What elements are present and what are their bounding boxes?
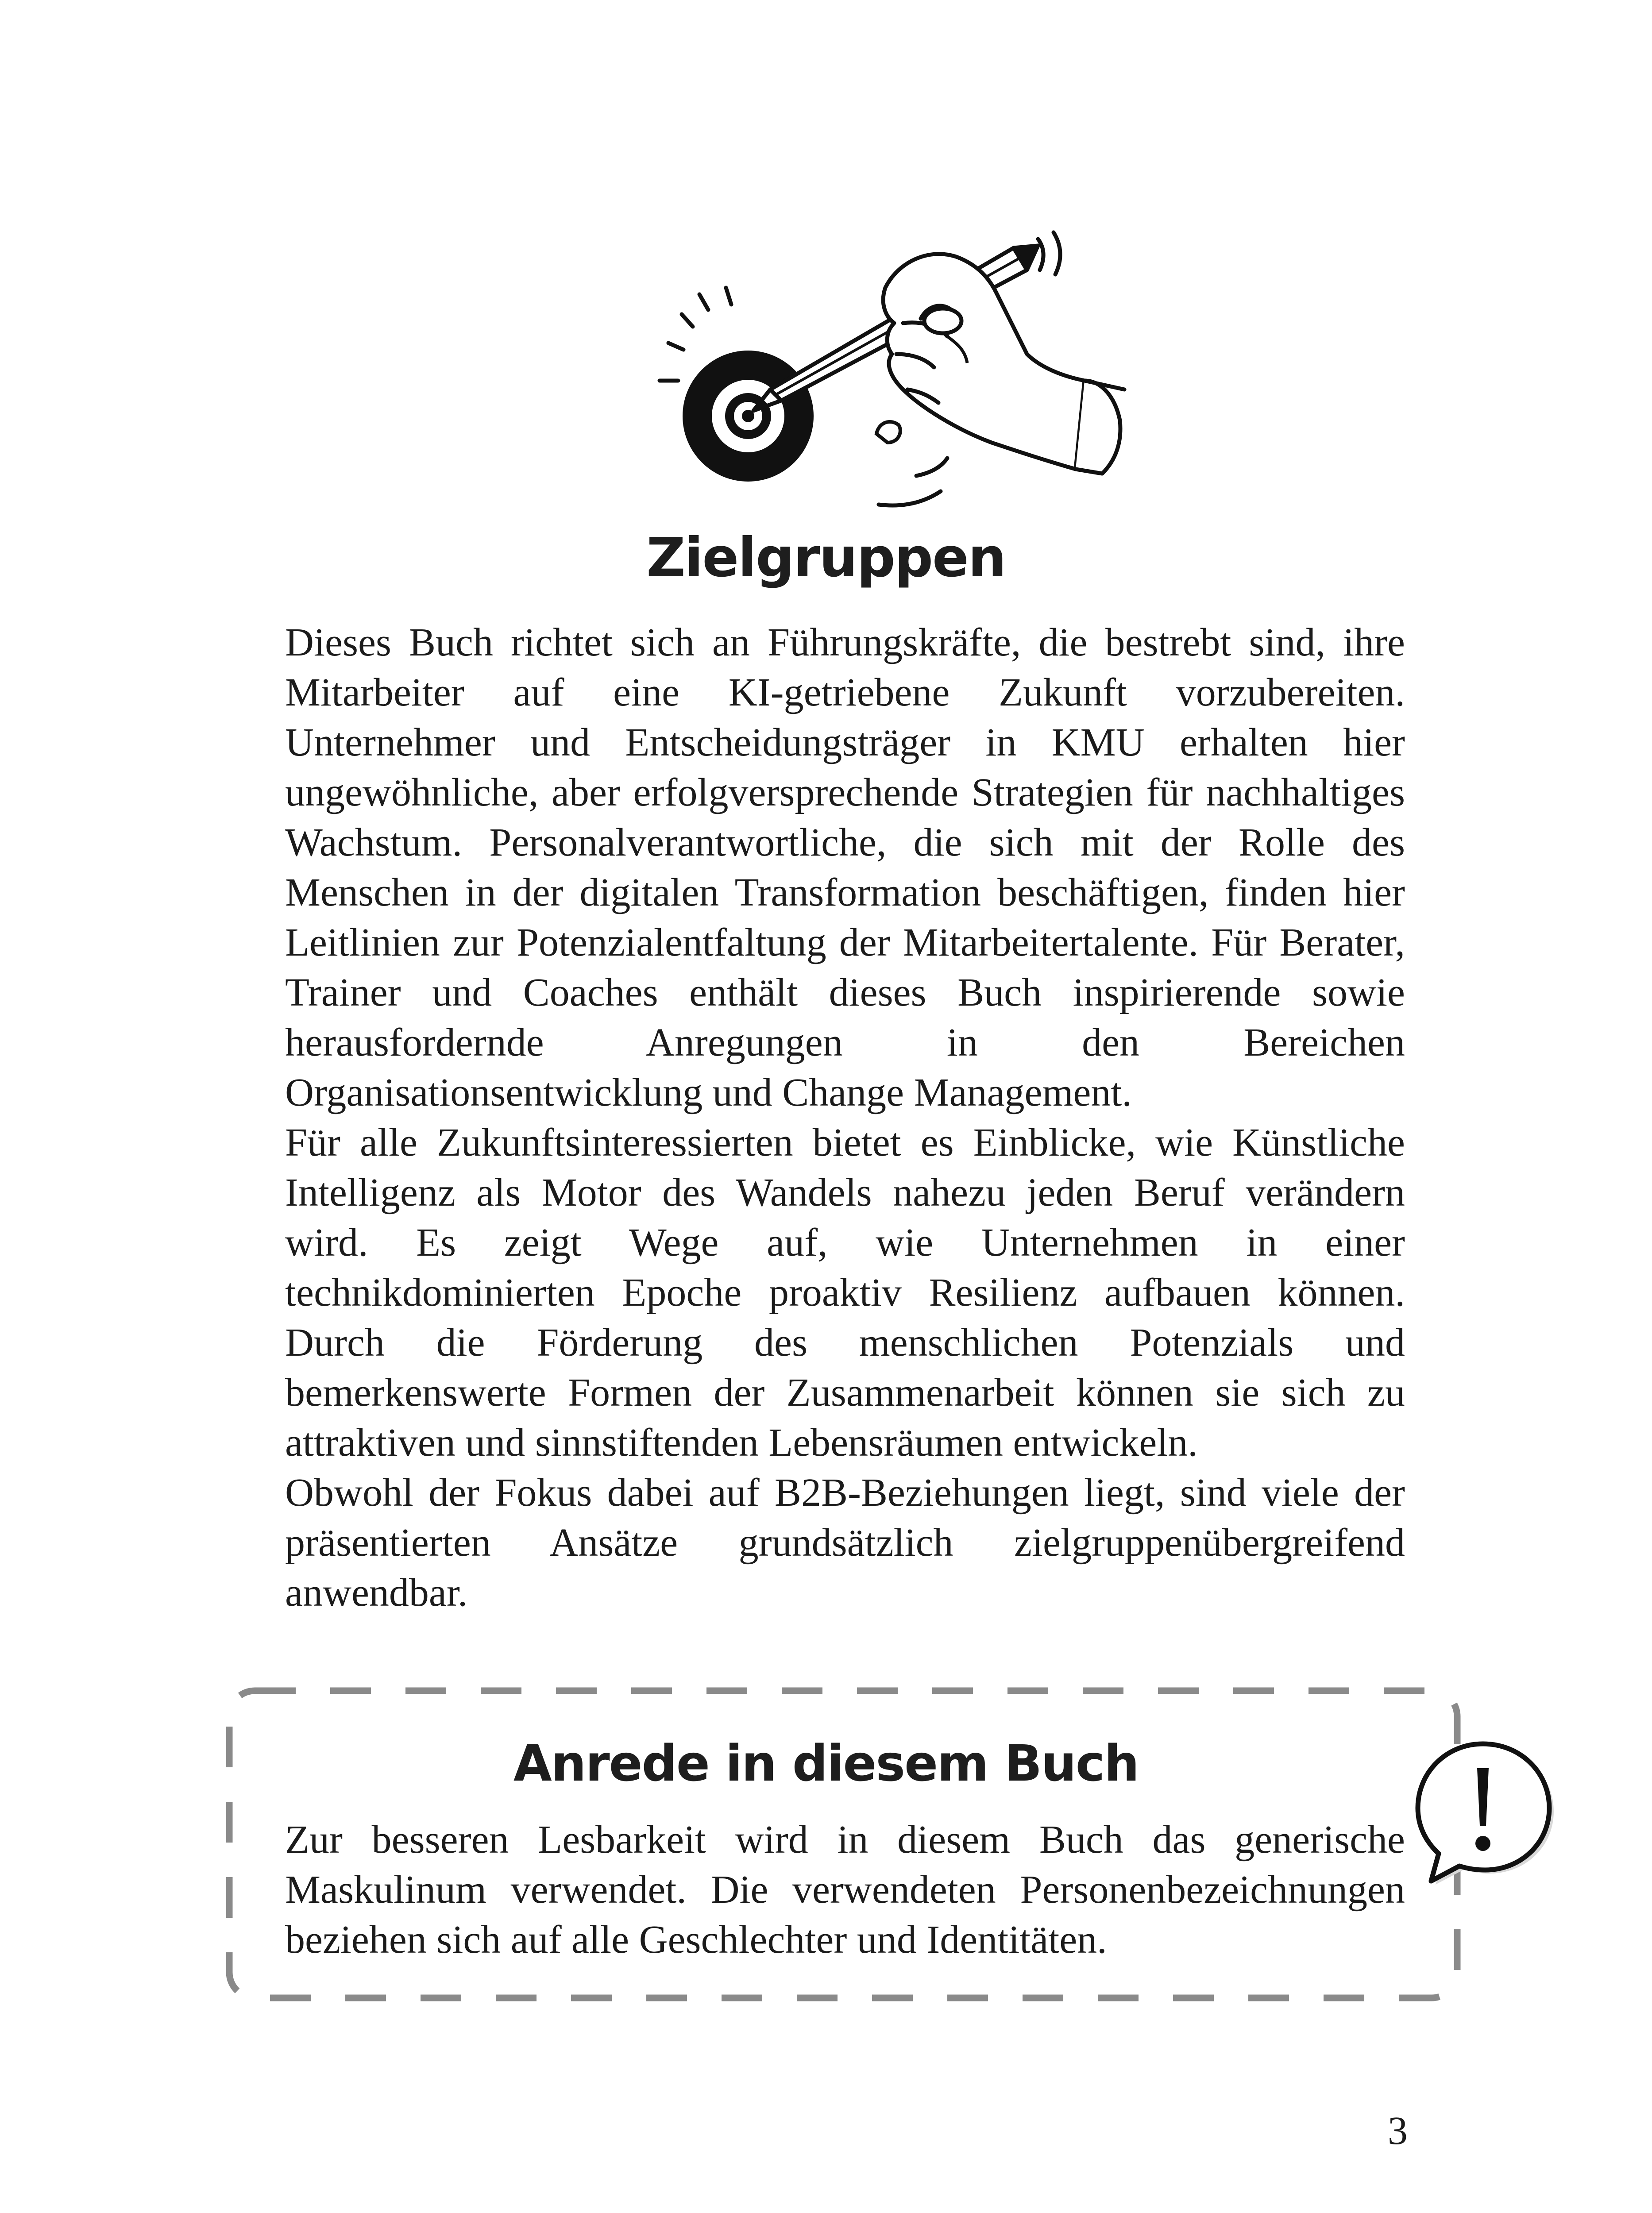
page-number: 3 (1388, 2109, 1408, 2153)
paragraph: Obwohl der Fokus dabei auf B2B-Beziehungen liegt, sind viele der präsentierten Ansätze grundsätzlich zielgruppenübergreifend anwendbar. (285, 1471, 1405, 1615)
exclamation-speech-bubble-icon (1410, 1735, 1556, 1885)
hand-drawing-target-icon (637, 221, 1129, 531)
note-heading: Anrede in diesem Buch (513, 1735, 1139, 1793)
paragraph: Zur besseren Lesbarkeit wird in diesem Buch das generische Maskulinum verwendet. Die verwendeten Personenbezeichnungen beziehen sich auf alle Geschlechter und Identitäten. (285, 1818, 1405, 1962)
section-body-zielgruppen (285, 617, 1405, 1618)
section-heading-zielgruppen: Zielgruppen (646, 526, 1006, 589)
paragraph: Für alle Zukunftsinteressierten bietet es Einblicke, wie Künstliche Intelligenz als Motor des Wandels nahezu jeden Beruf verändern wird. Es zeigt Wege auf, wie Unternehmen in einer technikdominierten Epoche proaktiv Resilienz aufbauen können. Durch die Förderung des menschlichen Potenzials und bemerkenswerte Formen der Zusammenarbeit können sie sich zu attraktiven und sinnstiftenden Lebensräumen entwickeln. (285, 1121, 1405, 1465)
paragraph: Dieses Buch richtet sich an Führungskräfte, die bestrebt sind, ihre Mitarbeiter auf eine KI-getriebene Zukunft vorzubereiten. Unternehmer und Entscheidungsträger in KMU erhalten hier ungewöhnliche, aber erfolgversprechende Strategien für nachhaltiges Wachstum. Personalverantwortliche, die sich mit der Rolle des Menschen in der digitalen Transformation beschäftigen, finden hier Leitlinien zur Potenzialentfaltung der Mitarbeitertalente. Für Berater, Trainer und Coaches enthält dieses Buch inspirierende sowie herausfordernde Anregungen in den Bereichen Organisationsentwicklung und Change Management. (285, 621, 1405, 1114)
note-text (285, 1815, 1405, 1965)
